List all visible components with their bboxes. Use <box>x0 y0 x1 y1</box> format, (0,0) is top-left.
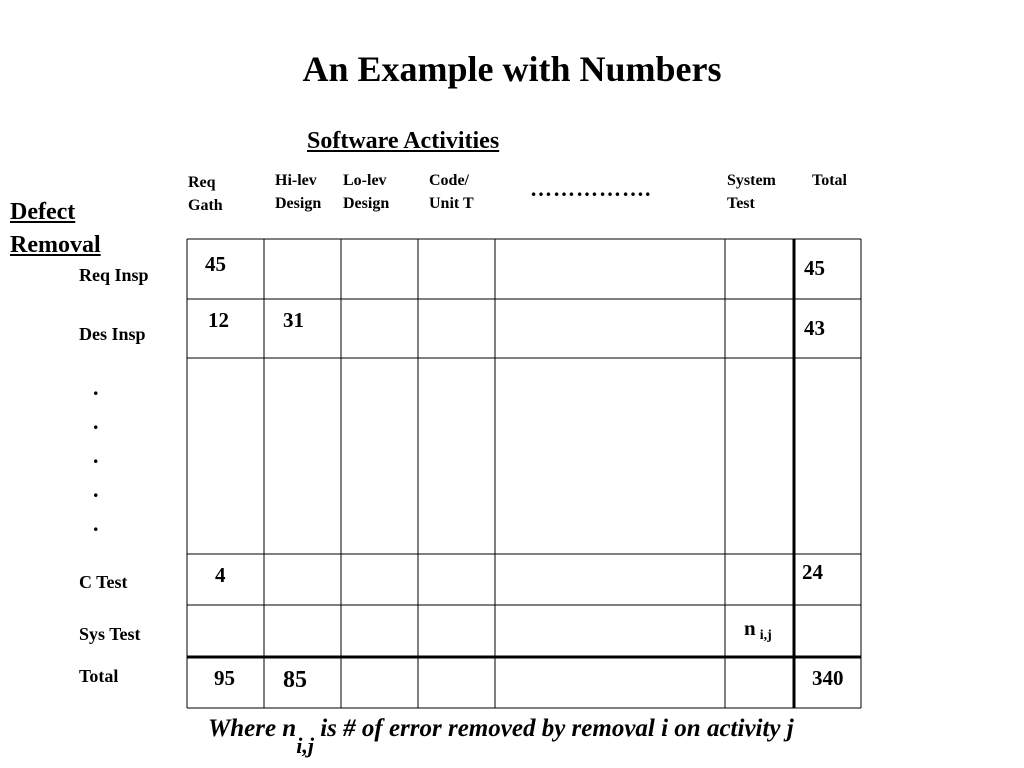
col-header-system-test: System Test <box>727 172 776 212</box>
cell-value: 45 <box>804 256 825 280</box>
cell-value: 340 <box>812 666 844 690</box>
software-activities-heading: Software Activities <box>307 128 500 154</box>
col-header-lo-lev-design: Lo-lev Design <box>343 172 390 212</box>
cell-value: 12 <box>208 308 229 332</box>
row-ellipsis-dot: . <box>93 409 99 434</box>
col-header-req-gath: Req Gath <box>188 174 223 214</box>
cell-value: 95 <box>214 666 235 690</box>
cell-n-ij: n $_{i,j}$ <box>744 616 772 643</box>
col-header-code-unit-t: Code/ Unit T <box>429 172 474 212</box>
cell-value: 4 <box>215 563 226 587</box>
row-ellipsis-dot: . <box>93 375 99 400</box>
row-header-req-insp: Req Insp <box>79 265 149 285</box>
slide-title: An Example with Numbers <box>302 49 722 89</box>
cell-value: 45 <box>205 252 226 276</box>
col-header-hi-lev-design: Hi-lev Design <box>275 172 322 212</box>
row-header-des-insp: Des Insp <box>79 324 146 344</box>
row-ellipsis-dot: . <box>93 511 99 536</box>
row-header-total: Total <box>79 666 119 686</box>
cell-value: 24 <box>802 560 823 584</box>
col-header-total: Total <box>812 172 847 189</box>
row-ellipsis-dot: . <box>93 443 99 468</box>
footnote: Where ni,j is # of error removed by removal i on activity j <box>208 715 794 758</box>
row-header-sys-test: Sys Test <box>79 624 141 644</box>
cell-value: 85 <box>283 667 307 693</box>
cell-value: 31 <box>283 308 304 332</box>
col-header-ellipsis: ……………. <box>530 176 652 201</box>
defect-removal-label: Defect Removal <box>10 199 101 258</box>
cell-value: 43 <box>804 316 825 340</box>
row-ellipsis-dot: . <box>93 477 99 502</box>
row-header-c-test: C Test <box>79 572 128 592</box>
